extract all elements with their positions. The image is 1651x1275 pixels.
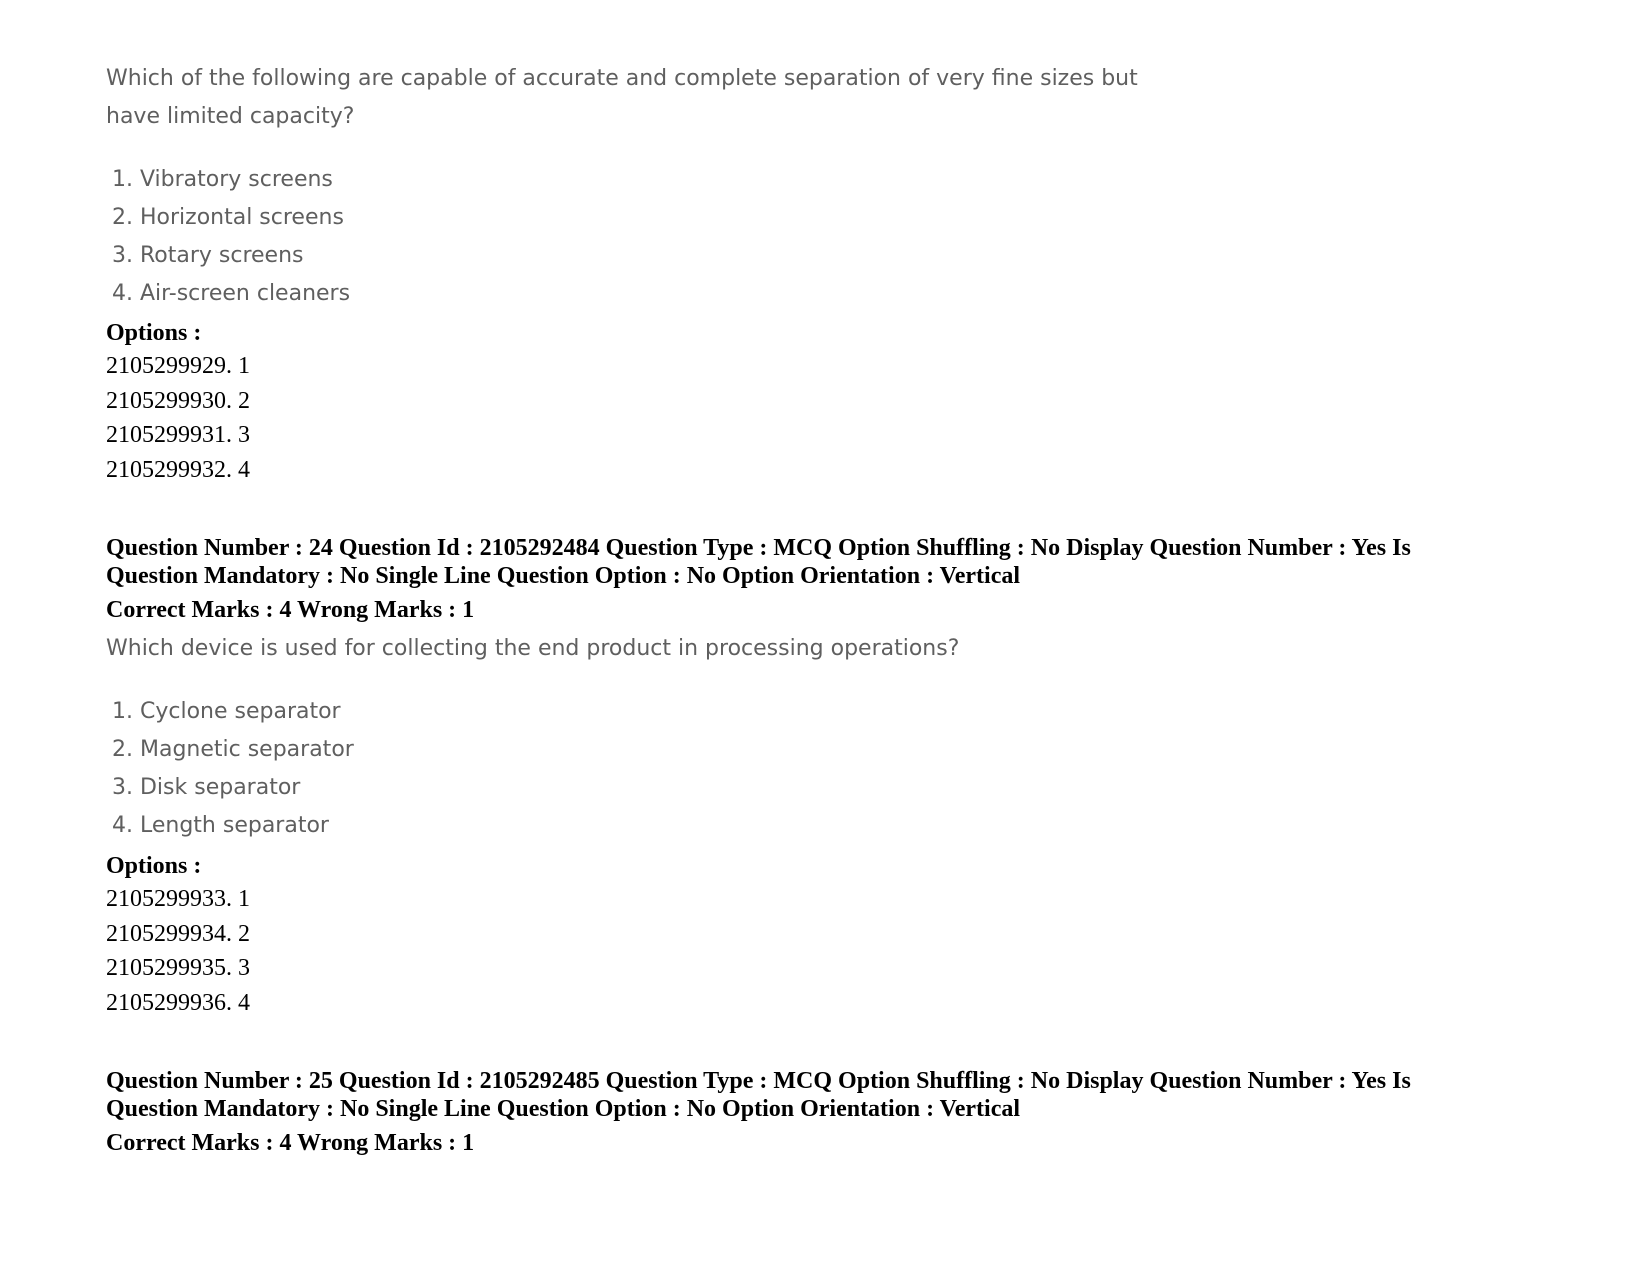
option-item: 2105299932. 4 [106, 456, 250, 483]
choice-item: 4. Length separator [112, 813, 329, 838]
question-24-options-list [106, 882, 250, 1020]
question-24-meta-line-1: Question Number : 24 Question Id : 2105292484 Question Type : MCQ Option Shuffling : No Display Question Number : Yes Is [106, 535, 1411, 561]
question-24-choice-list [112, 693, 354, 845]
option-item: 2105299931. 3 [106, 422, 250, 448]
choice-item: 2. Magnetic separator [112, 737, 354, 762]
option-item: 2105299935. 3 [106, 955, 250, 981]
question-23-options-label: Options : [106, 320, 202, 346]
choice-item: 1. Vibratory screens [112, 167, 333, 192]
question-25-meta-line-1: Question Number : 25 Question Id : 2105292485 Question Type : MCQ Option Shuffling : No Display Question Number : Yes Is [106, 1068, 1411, 1094]
choice-item: 3. Rotary screens [112, 243, 304, 268]
choice-item: 1. Cyclone separator [112, 699, 341, 724]
question-24-marks: Correct Marks : 4 Wrong Marks : 1 [106, 597, 475, 623]
option-item: 2105299930. 2 [106, 387, 250, 414]
question-25-marks: Correct Marks : 4 Wrong Marks : 1 [106, 1130, 475, 1156]
option-item: 2105299936. 4 [106, 989, 250, 1016]
question-25-meta-line-2: Question Mandatory : No Single Line Question Option : No Option Orientation : Vertical [106, 1096, 1021, 1122]
choice-item: 3. Disk separator [112, 775, 301, 800]
option-item: 2105299934. 2 [106, 920, 250, 947]
choice-item: 4. Air-screen cleaners [112, 281, 351, 306]
question-23-options-list [106, 349, 250, 487]
question-23-text-line-2: have limited capacity? [106, 104, 355, 129]
option-item: 2105299933. 1 [106, 886, 250, 912]
option-item: 2105299929. 1 [106, 353, 250, 379]
question-23-text-line-1: Which of the following are capable of accurate and complete separation of very fine sizes but [106, 66, 1138, 91]
question-24-text: Which device is used for collecting the end product in processing operations? [106, 636, 960, 661]
question-24-meta-line-2: Question Mandatory : No Single Line Question Option : No Option Orientation : Vertical [106, 563, 1021, 589]
question-23-choice-list [112, 161, 350, 313]
choice-item: 2. Horizontal screens [112, 205, 344, 230]
question-24-options-label: Options : [106, 853, 202, 879]
